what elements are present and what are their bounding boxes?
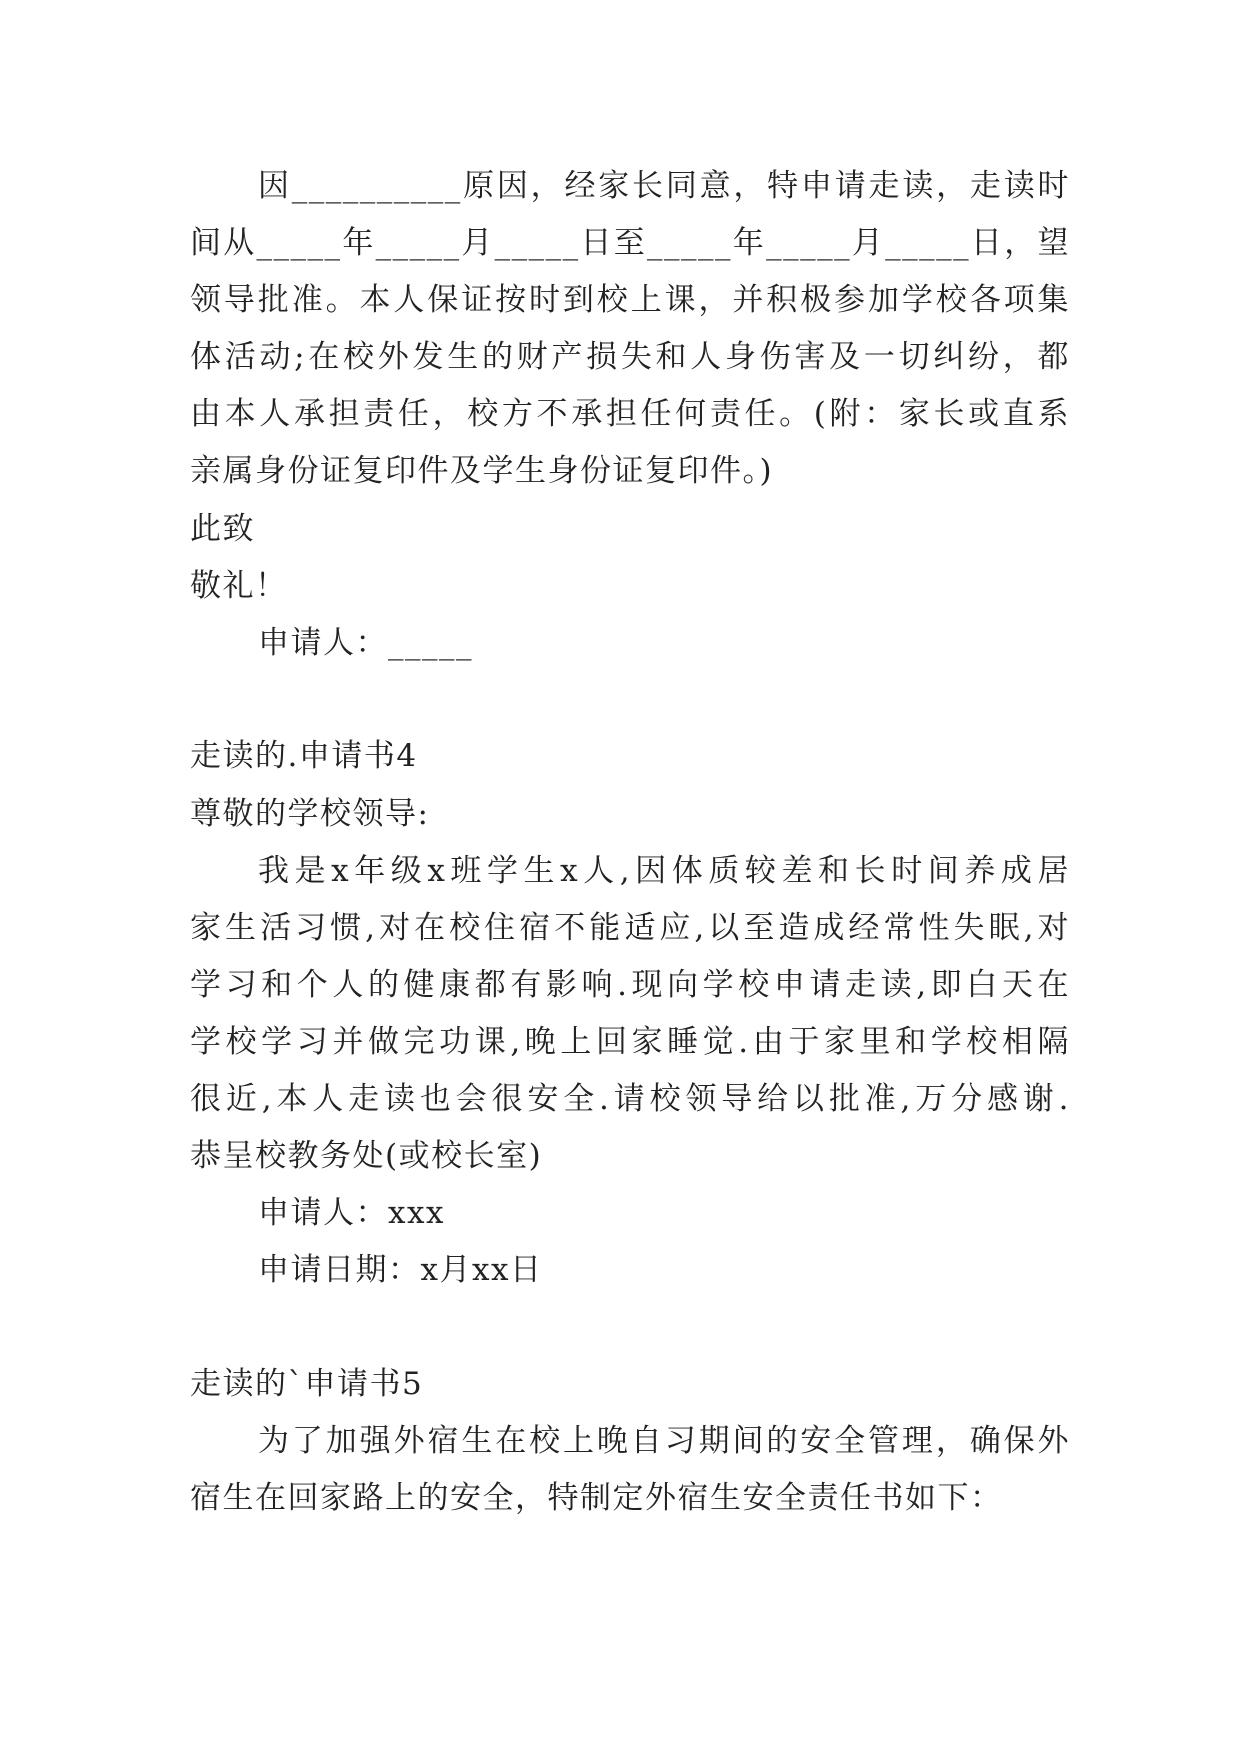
paragraph-line: 恭呈校教务处(或校长室) xyxy=(190,1138,543,1174)
section-heading: 走读的`申请书5 xyxy=(190,1366,424,1402)
applicant-line: 申请人：xxx xyxy=(258,1195,445,1231)
date-line: 申请日期：x月xx日 xyxy=(258,1252,543,1288)
paragraph-line: 因__________原因，经家长同意，特申请走读，走读时 xyxy=(258,168,1070,204)
closing-text: 此致 xyxy=(190,511,255,547)
section-heading: 走读的.申请书4 xyxy=(190,738,418,774)
paragraph-line: 体活动;在校外发生的财产损失和人身伤害及一切纠纷，都 xyxy=(190,339,1070,375)
paragraph-line: 很近,本人走读也会很安全.请校领导给以批准,万分感谢. xyxy=(190,1081,1070,1117)
salutation: 尊敬的学校领导: xyxy=(190,796,430,832)
paragraph-line: 亲属身份证复印件及学生身份证复印件。) xyxy=(190,453,774,489)
paragraph-line: 领导批准。本人保证按时到校上课，并积极参加学校各项集 xyxy=(190,282,1070,318)
paragraph-line: 为了加强外宿生在校上晚自习期间的安全管理，确保外 xyxy=(258,1423,1070,1459)
paragraph-line: 学习和个人的健康都有影响.现向学校申请走读,即白天在 xyxy=(190,967,1070,1003)
paragraph-line: 宿生在回家路上的安全，特制定外宿生安全责任书如下： xyxy=(190,1480,1003,1516)
paragraph-line: 由本人承担责任，校方不承担任何责任。(附：家长或直系 xyxy=(190,396,1070,432)
paragraph-line: 家生活习惯,对在校住宿不能适应,以至造成经常性失眠,对 xyxy=(190,910,1070,946)
paragraph-line: 间从_____年_____月_____日至_____年_____月_____日，望 xyxy=(190,225,1070,261)
paragraph-line: 学校学习并做完功课,晚上回家睡觉.由于家里和学校相隔 xyxy=(190,1024,1070,1060)
signature-line: 申请人：_____ xyxy=(258,625,473,661)
paragraph-line: 我是x年级x班学生x人,因体质较差和长时间养成居 xyxy=(258,853,1070,889)
closing-text: 敬礼！ xyxy=(190,568,288,604)
